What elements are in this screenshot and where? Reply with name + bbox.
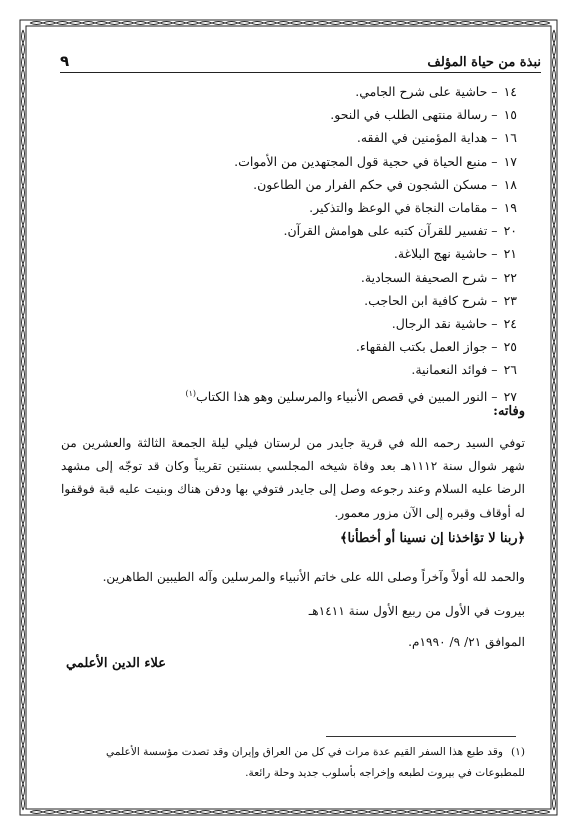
list-item: ٢٠– تفسير للقرآن كتبه على هوامش القرآن. <box>283 223 517 239</box>
header-divider <box>60 72 541 73</box>
list-item: ١٦– هداية المؤمنين في الفقه. <box>356 130 517 146</box>
closing-block <box>61 562 525 658</box>
list-item: ٢٦– فوائد النعمانية. <box>411 362 517 378</box>
running-title: نبذة من حياة المؤلف <box>427 55 541 70</box>
works-list <box>77 80 517 408</box>
section-heading-death: وفاته: <box>493 404 525 419</box>
list-item: ٢١– حاشية نهج البلاغة. <box>393 246 517 262</box>
list-item: ١٤– حاشية على شرح الجامي. <box>355 84 517 99</box>
list-item: ١٥– رسالة منتهى الطلب في النحو. <box>330 107 517 123</box>
date-hijri: بيروت في الأول من ربيع الأول سنة ١٤١١هـ <box>308 604 525 618</box>
page-header <box>60 44 541 70</box>
list-item: ٢٥– جواز العمل بكتب الفقهاء. <box>355 339 517 355</box>
footnote-mark: (١) <box>511 746 525 758</box>
footnote <box>59 742 525 784</box>
list-item: ١٨– مسكن الشجون في حكم الفرار من الطاعون. <box>253 176 517 192</box>
closing-praise: والحمد لله أولاً وآخراً وصلى الله على خاتم الأنبياء والمرسلين وآله الطيبين الطاهرين. <box>102 570 525 584</box>
list-item: ٢٢– شرح الصحيفة السجادية. <box>360 269 517 285</box>
footnote-divider <box>326 736 516 737</box>
quran-verse: ﴿ربنا لا تؤاخذنا إن نسينا أو أخطأنا﴾ <box>340 531 525 546</box>
list-item: ٢٤– حاشية نقد الرجال. <box>391 316 517 332</box>
list-item: ٢٣– شرح كافية ابن الحاجب. <box>364 292 517 308</box>
footnote-text: وقد طبع هذا السفر القيم عدة مرات في كل من العراق وإيران وقد تصدت مؤسسة الأعلمي للمطبوعات في بيروت لطبعه وإخراجه بأسلوب جديد وحلة رائعة. <box>106 746 525 779</box>
list-item: ٢٧– النور المبين في قصص الأنبياء والمرسلين وهو هذا الكتاب$^{(١)}$ <box>185 388 517 404</box>
page-number: ٩ <box>60 52 70 70</box>
list-item: ١٩– مقامات النجاة في الوعظ والتذكير. <box>309 200 517 216</box>
death-paragraph: توفي السيد رحمه الله في قرية جايدر من لرستان فيلي ليلة الجمعة الثالثة والعشرين من شهر شوال سنة ١١١٢هـ بعد وفاة شيخه المجلسي بسنتين تقريباً وكان قد توجّه إلى مشهد الرضا عليه السلام وعند رجوعه وصل إلى جايدر فتوفي بها ودفن هناك وبنيت عليه قبة فوقفوا له أوقاف وقبره إلى الآن مزور معمور. <box>61 436 525 520</box>
list-item: ١٧– منبع الحياة في حجية قول المجتهدين من الأموات. <box>234 153 517 169</box>
footnote-reference: (١) <box>185 388 196 398</box>
date-gregorian: الموافق ٢١/ ٩/ ١٩٩٠م. <box>408 635 525 649</box>
author-signature: علاء الدين الأعلمي <box>66 656 167 671</box>
